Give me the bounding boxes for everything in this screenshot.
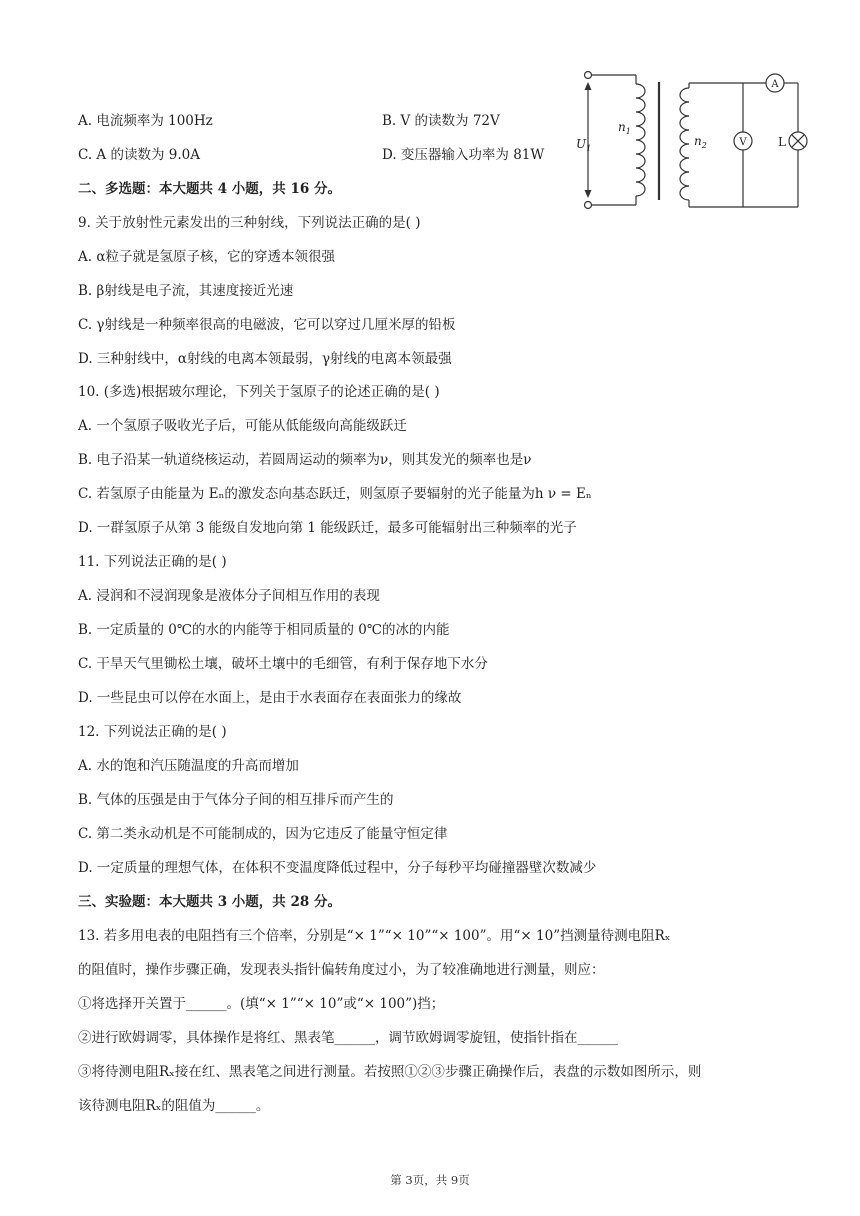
q12-stem: 12. 下列说法正确的是( ) (78, 724, 227, 740)
q12-option-b: B. 气体的压强是由于气体分子间的相互排斥而产生的 (78, 792, 394, 808)
q9-stem: 9. 关于放射性元素发出的三种射线，下列说法正确的是( ) (78, 215, 421, 231)
primary-coil (636, 84, 645, 196)
q13-step-3: ③将待测电阻Rₓ接在红、黑表笔之间进行测量。若按照①②③步骤正确操作后，表盘的示数如图所示，则 (78, 1064, 702, 1080)
transformer-circuit-diagram (566, 66, 826, 216)
q11-option-a: A. 浸润和不浸润现象是液体分子间相互作用的表现 (78, 588, 380, 604)
q11-stem: 11. 下列说法正确的是( ) (78, 554, 227, 570)
arrow-head-up (585, 82, 592, 90)
label-ammeter: A (771, 79, 779, 90)
q10-option-b: B. 电子沿某一轨道绕核运动，若圆周运动的频率为ν，则其发光的频率也是ν (78, 452, 532, 468)
q13-step-3-continued: 该待测电阻Rₓ的阻值为______。 (78, 1098, 270, 1114)
q12-option-c: C. 第二类永动机是不可能制成的，因为它违反了能量守恒定律 (78, 826, 448, 842)
q10-option-a: A. 一个氢原子吸收光子后，可能从低能级向高能级跃迁 (78, 418, 407, 434)
q12-option-a: A. 水的饱和汽压随温度的升高而增加 (78, 758, 299, 774)
terminal-bottom (585, 202, 592, 209)
section-title-experiment: 三、实验题：本大题共 3 小题，共 28 分。 (78, 894, 341, 910)
label-n1: $n_1$ (618, 120, 631, 136)
q13-step-2: ②进行欧姆调零，具体操作是将红、黑表笔______，调节欧姆调零旋钮，使指针指在______ (78, 1030, 618, 1046)
q10-option-d: D. 一群氢原子从第 3 能级自发地向第 1 能级跃迁，最多可能辐射出三种频率的光子 (78, 520, 577, 536)
q10-option-c: C. 若氢原子由能量为 Eₙ的激发态向基态跃迁，则氢原子要辐射的光子能量为h ν = Eₙ (78, 486, 592, 502)
q13-line-2: 的阻值时，操作步骤正确，发现表头指针偏转角度过小，为了较准确地进行测量，则应： (78, 962, 605, 978)
q13-step-1: ①将选择开关置于______。(填“× 1”“× 10”或“× 100”)挡； (78, 996, 445, 1012)
label-voltmeter: V (739, 137, 747, 148)
q13-line-1: 13. 若多用电表的电阻挡有三个倍率，分别是“× 1”“× 10”“× 100”。用“× 10”挡测量待测电阻Rₓ (78, 928, 671, 944)
section-title-multiple-choice: 二、多选题：本大题共 4 小题，共 16 分。 (78, 181, 341, 197)
label-n2: $n_2$ (694, 134, 707, 150)
terminal-top (585, 72, 592, 79)
q9-option-a: A. α粒子就是氢原子核，它的穿透本领很强 (78, 249, 335, 265)
q9-option-b: B. β射线是电子流，其速度接近光速 (78, 283, 294, 299)
label-lamp: L (778, 135, 786, 149)
q9-option-d: D. 三种射线中，α射线的电离本领最弱，γ射线的电离本领最强 (78, 351, 452, 367)
arrow-head-down (585, 190, 592, 198)
q11-option-b: B. 一定质量的 0℃的水的内能等于相同质量的 0℃的冰的内能 (78, 622, 450, 638)
q9-option-c: C. γ射线是一种频率很高的电磁波，它可以穿过几厘米厚的铅板 (78, 317, 456, 333)
q8-option-c: C. A 的读数为 9.0A (78, 147, 200, 163)
q12-option-d: D. 一定质量的理想气体，在体积不变温度降低过程中，分子每秒平均碰撞器壁次数减少 (78, 860, 597, 876)
q11-option-c: C. 干旱天气里锄松土壤，破坏土壤中的毛细管，有利于保存地下水分 (78, 656, 488, 672)
q11-option-d: D. 一些昆虫可以停在水面上，是由于水表面存在表面张力的缘故 (78, 690, 462, 706)
q8-option-a: A. 电流频率为 100Hz (78, 113, 213, 129)
page-number-footer: 第 3页，共 9页 (390, 1173, 470, 1187)
q8-option-b: B. V 的读数为 72V (382, 113, 500, 129)
q10-stem: 10. (多选)根据玻尔理论，下列关于氢原子的论述正确的是( ) (78, 384, 440, 400)
secondary-coil (680, 88, 689, 200)
label-u1: $U_1$ (576, 137, 592, 153)
q8-option-d: D. 变压器输入功率为 81W (382, 147, 545, 163)
